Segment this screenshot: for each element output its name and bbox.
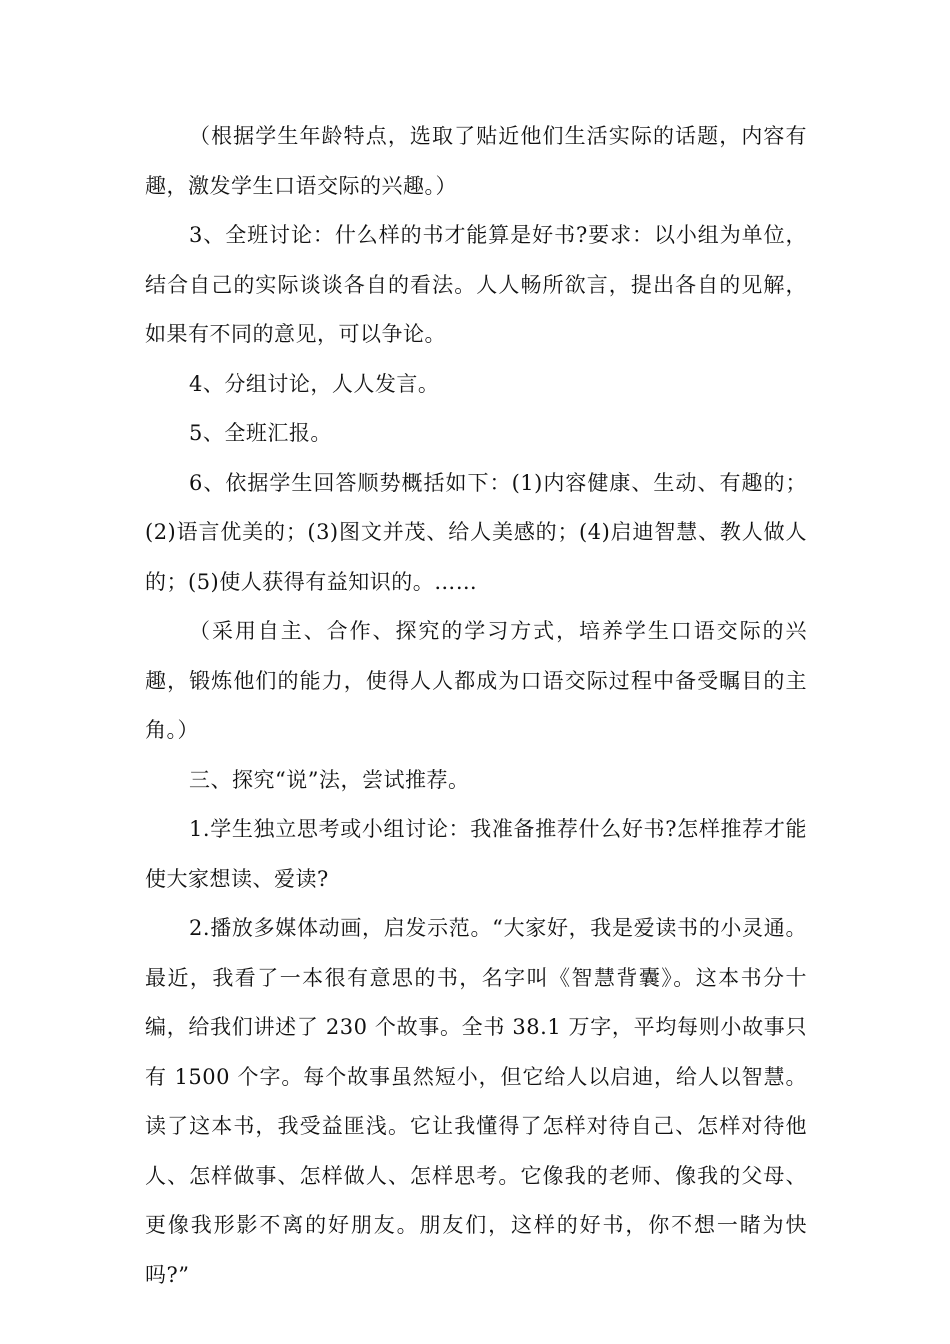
paragraph-note-topic: （根据学生年龄特点，选取了贴近他们生活实际的话题，内容有趣，激发学生口语交际的兴趣。） xyxy=(145,124,807,198)
paragraph-item-2: 2.播放多媒体动画，启发示范。“大家好，我是爱读书的小灵通。最近，我看了一本很有意思的书，名字叫《智慧背囊》。这本书分十编，给我们讲述了 230 个故事。全书 38.1 万字，平均每则小故事只有 1500 个字。每个故事虽然短小，但它给人以启迪，给人以智慧。读了这本书，我受益匪浅。它让我懂得了怎样对待自己、怎样对待他人、怎样做事、怎样做人、怎样思考。它像我的老师、像我的父母、更像我形影不离的好朋友。朋友们，这样的好书，你不想一睹为快吗?” xyxy=(145,916,807,1287)
section-heading-three: 三、探究“说”法，尝试推荐。 xyxy=(189,767,470,792)
paragraph-item-1: 1.学生独立思考或小组讨论：我准备推荐什么好书?怎样推荐才能使大家想读、爱读? xyxy=(145,817,807,891)
paragraph-step-3: 3、全班讨论：什么样的书才能算是好书?要求：以小组为单位，结合自己的实际谈谈各自的看法。人人畅所欲言，提出各自的见解，如果有不同的意见，可以争论。 xyxy=(145,223,807,346)
paragraph-step-5: 5、全班汇报。 xyxy=(189,421,332,445)
paragraph-note-method: （采用自主、合作、探究的学习方式，培养学生口语交际的兴趣，锻炼他们的能力，使得人人都成为口语交际过程中备受瞩目的主角。） xyxy=(145,619,807,742)
document-body xyxy=(145,112,807,1300)
paragraph-step-4: 4、分组讨论，人人发言。 xyxy=(189,371,440,396)
paragraph-step-6: 6、依据学生回答顺势概括如下：(1)内容健康、生动、有趣的；(2)语言优美的；(3)图文并茂、给人美感的；(4)启迪智慧、教人做人的；(5)使人获得有益知识的。…… xyxy=(145,470,807,594)
